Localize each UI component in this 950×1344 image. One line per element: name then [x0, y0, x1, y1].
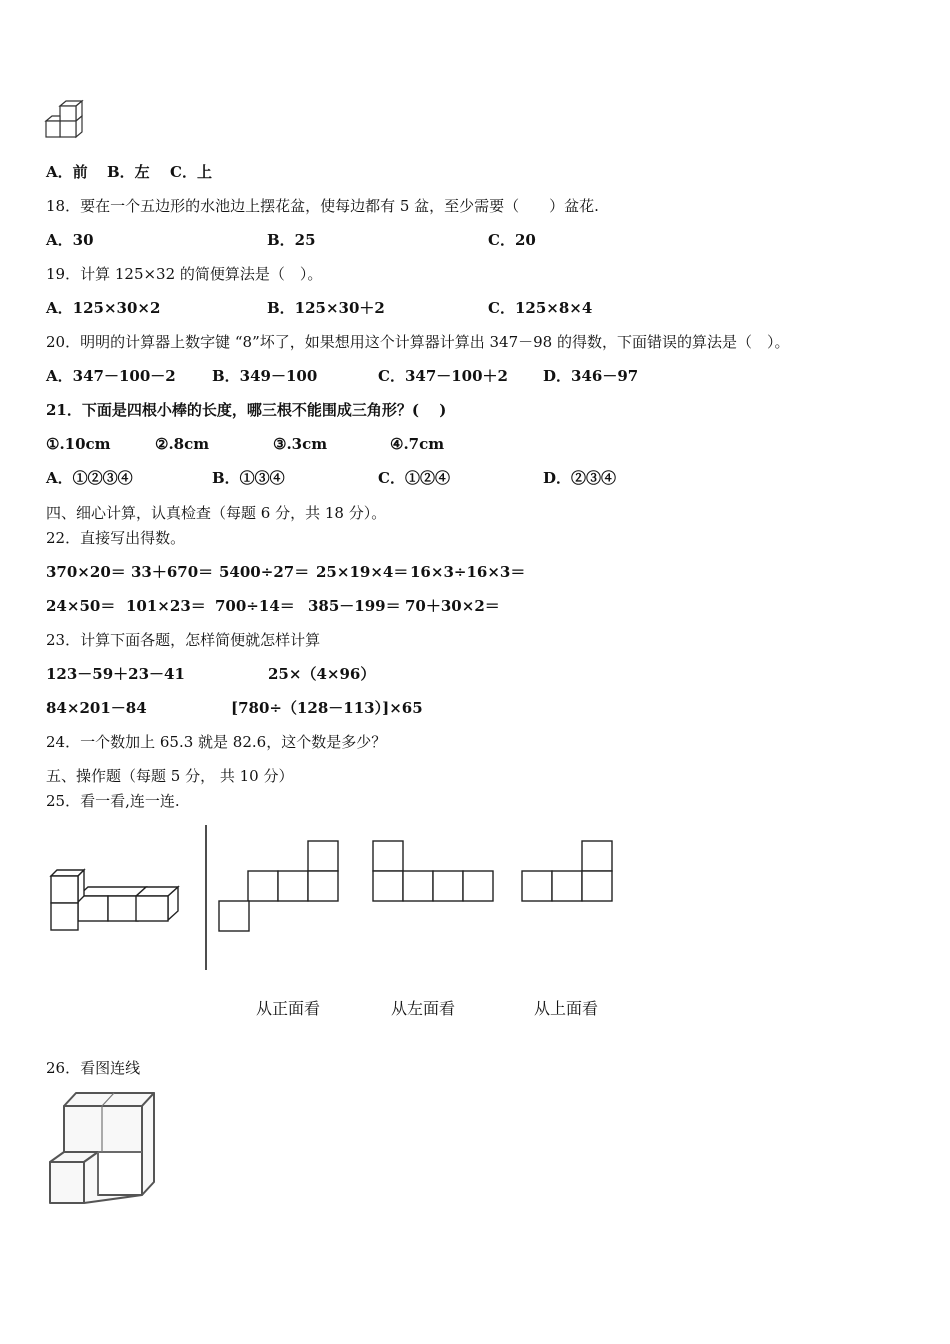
q21-stick-2: ②.8cm [155, 435, 210, 453]
q22-r2-c2: 101×23＝ [126, 597, 206, 615]
q17-option-c[interactable]: C．上 [170, 163, 212, 181]
q21-stick-3: ③.3cm [273, 435, 328, 453]
q22-stem: 22．直接写出得数。 [46, 529, 186, 547]
q22-r2-c3: 700÷14＝ [215, 597, 295, 615]
section5-title: 五、操作题（每题 5 分， 共 10 分） [46, 767, 294, 785]
q23-item-4: [780÷（128－113）]×65 [231, 699, 423, 717]
q20-option-d[interactable]: D．346－97 [543, 367, 639, 385]
q25-caption-front[interactable]: 从正面看 [256, 999, 321, 1018]
q21-stick-1: ①.10cm [46, 435, 111, 453]
q26-solid-figure [46, 1090, 156, 1208]
q20-option-a[interactable]: A．347－100－2 [46, 367, 176, 385]
q17-option-b[interactable]: B．左 [107, 163, 150, 181]
q23-item-2: 25×（4×96） [268, 665, 376, 683]
q18-option-b[interactable]: B．25 [267, 231, 316, 249]
q25-view-2[interactable] [372, 840, 496, 902]
q18-option-a[interactable]: A．30 [46, 231, 94, 249]
q25-stem: 25．看一看,连一连. [46, 792, 180, 810]
q20-option-c[interactable]: C．347－100＋2 [378, 367, 508, 385]
q21-option-b[interactable]: B．①③④ [212, 469, 285, 487]
q25-view-3[interactable] [521, 840, 615, 902]
q25-caption-left[interactable]: 从左面看 [391, 999, 456, 1018]
q23-stem: 23．计算下面各题，怎样简便就怎样计算 [46, 631, 321, 649]
q22-r1-c4: 25×19×4＝ [316, 563, 409, 581]
q22-r1-c1: 370×20＝ [46, 563, 126, 581]
q21-option-a[interactable]: A．①②③④ [46, 469, 133, 487]
q21-option-d[interactable]: D．②③④ [543, 469, 617, 487]
q22-r1-c3: 5400÷27＝ [219, 563, 310, 581]
q21-stick-4: ④.7cm [390, 435, 445, 453]
q22-r2-c5: 70＋30×2＝ [405, 597, 500, 615]
q25-divider [204, 825, 208, 970]
q19-stem: 19．计算 125×32 的简便算法是（ ）。 [46, 265, 323, 283]
q25-solid-figure [48, 868, 184, 932]
cube-stack-figure [44, 98, 86, 144]
q19-option-c[interactable]: C．125×8×4 [488, 299, 593, 317]
q18-stem: 18．要在一个五边形的水池边上摆花盆，使每边都有 5 盆，至少需要（ ）盆花. [46, 197, 599, 215]
q18-option-c[interactable]: C．20 [488, 231, 536, 249]
q21-stem: 21．下面是四根小棒的长度，哪三根不能围成三角形？( ) [46, 401, 447, 419]
q22-r1-c5: 16×3÷16×3＝ [410, 563, 526, 581]
q22-r1-c2: 33＋670＝ [131, 563, 214, 581]
q23-item-1: 123－59＋23－41 [46, 665, 185, 683]
q17-option-a[interactable]: A．前 [46, 163, 88, 181]
q25-view-1[interactable] [218, 840, 340, 932]
q24-stem: 24．一个数加上 65.3 就是 82.6，这个数是多少？ [46, 733, 387, 751]
q26-stem: 26．看图连线 [46, 1059, 141, 1077]
q20-option-b[interactable]: B．349－100 [212, 367, 318, 385]
q21-option-c[interactable]: C．①②④ [378, 469, 450, 487]
q19-option-b[interactable]: B．125×30＋2 [267, 299, 385, 317]
q20-stem: 20．明明的计算器上数字键 “8”坏了，如果想用这个计算器计算出 347－98 的得数，下面错误的算法是（ ）。 [46, 333, 790, 351]
q25-caption-top[interactable]: 从上面看 [534, 999, 599, 1018]
q22-r2-c4: 385－199＝ [308, 597, 401, 615]
q19-option-a[interactable]: A．125×30×2 [46, 299, 161, 317]
section4-title: 四、细心计算，认真检查（每题 6 分，共 18 分）。 [46, 504, 387, 522]
q23-item-3: 84×201－84 [46, 699, 147, 717]
q22-r2-c1: 24×50＝ [46, 597, 116, 615]
